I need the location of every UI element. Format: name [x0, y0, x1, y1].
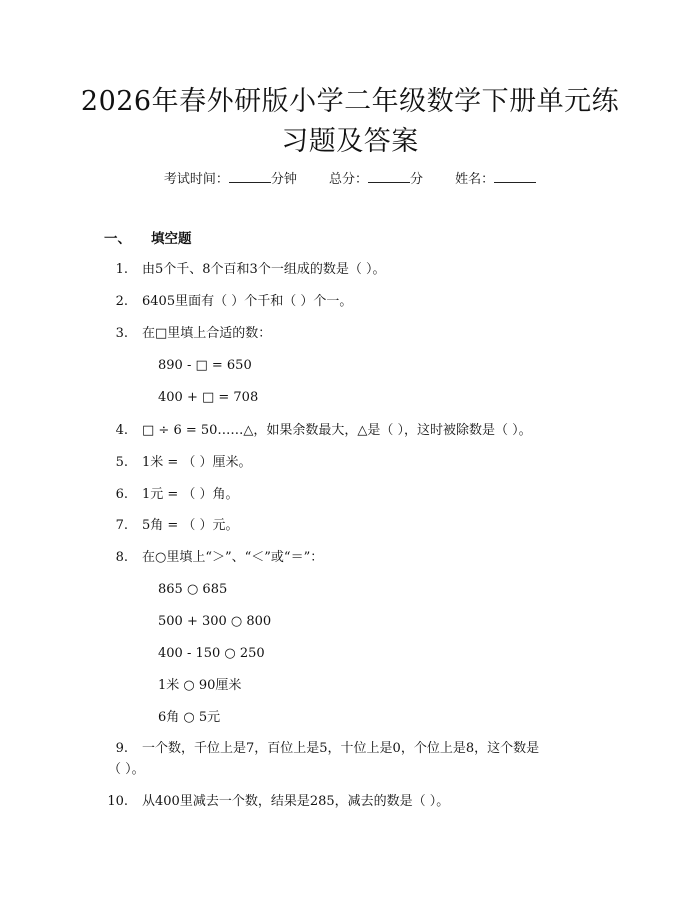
question-9-continuation: （ ）。	[108, 762, 145, 777]
question-text: □ ÷ 6 = 50……△，如果余数最大，△是（ ），这时被除数是（ ）。	[142, 423, 532, 438]
question-3-sub-1: 890 - □ = 650	[158, 358, 252, 373]
name-blank	[494, 170, 536, 183]
question-number: 4.	[115, 423, 128, 438]
question-number: 6.	[115, 487, 128, 502]
question-8-sub-2: 500 + 300 ○ 800	[158, 614, 272, 629]
time-blank	[229, 170, 271, 183]
score-label: 总分：	[328, 172, 368, 187]
question-8-sub-4: 1米 ○ 90厘米	[158, 678, 242, 693]
question-1	[100, 261, 385, 279]
question-number: 5.	[115, 455, 128, 470]
question-text: 从400里减去一个数，结果是285，减去的数是（ ）。	[142, 794, 450, 809]
question-5	[100, 454, 252, 472]
question-number: 1.	[115, 262, 128, 277]
question-text: 在□里填上合适的数：	[142, 326, 272, 341]
title-line-1: 2026年春外研版小学二年级数学下册单元练	[80, 86, 620, 117]
question-text: 6405里面有（ ）个千和（ ）个一。	[142, 294, 353, 309]
question-9	[100, 740, 539, 758]
exam-meta	[0, 170, 700, 189]
question-10	[100, 793, 449, 811]
section-heading	[104, 230, 192, 248]
question-6	[100, 486, 239, 504]
exam-score	[329, 172, 427, 187]
section-number: 一、	[104, 231, 131, 247]
time-label: 考试时间：	[163, 172, 229, 187]
question-3-sub-2: 400 + □ = 708	[158, 390, 259, 405]
question-text: 1米 = （ ）厘米。	[142, 455, 252, 470]
question-4	[100, 422, 532, 440]
section-title: 填空题	[151, 231, 192, 247]
question-2	[100, 293, 352, 311]
question-8-sub-3: 400 - 150 ○ 250	[158, 646, 265, 661]
name-label: 姓名：	[455, 172, 495, 187]
score-blank	[368, 170, 410, 183]
score-unit: 分	[410, 172, 424, 187]
question-number: 8.	[115, 550, 128, 565]
question-number: 3.	[115, 326, 128, 341]
question-7	[100, 517, 239, 535]
exam-name	[455, 172, 536, 187]
question-8	[100, 549, 323, 567]
question-8-sub-1: 865 ○ 685	[158, 582, 228, 597]
question-text: 由5个千、8个百和3个一组成的数是（ ）。	[142, 262, 386, 277]
question-text: 在○里填上“＞”、“＜”或“＝”：	[142, 550, 324, 565]
question-text: 5角 = （ ）元。	[142, 518, 239, 533]
question-text: 1元 = （ ）角。	[142, 487, 239, 502]
title-line-2: 习题及答案	[281, 126, 419, 157]
time-unit: 分钟	[270, 172, 297, 187]
question-text: 一个数，千位上是7，百位上是5，十位上是0，个位上是8，这个数是	[142, 741, 540, 756]
exam-time	[164, 172, 301, 187]
question-number: 2.	[115, 294, 128, 309]
question-number: 7.	[115, 518, 128, 533]
question-number: 10.	[107, 794, 128, 809]
document-title	[80, 82, 620, 162]
question-number: 9.	[115, 741, 128, 756]
question-8-sub-5: 6角 ○ 5元	[158, 710, 221, 725]
question-3	[100, 325, 271, 343]
